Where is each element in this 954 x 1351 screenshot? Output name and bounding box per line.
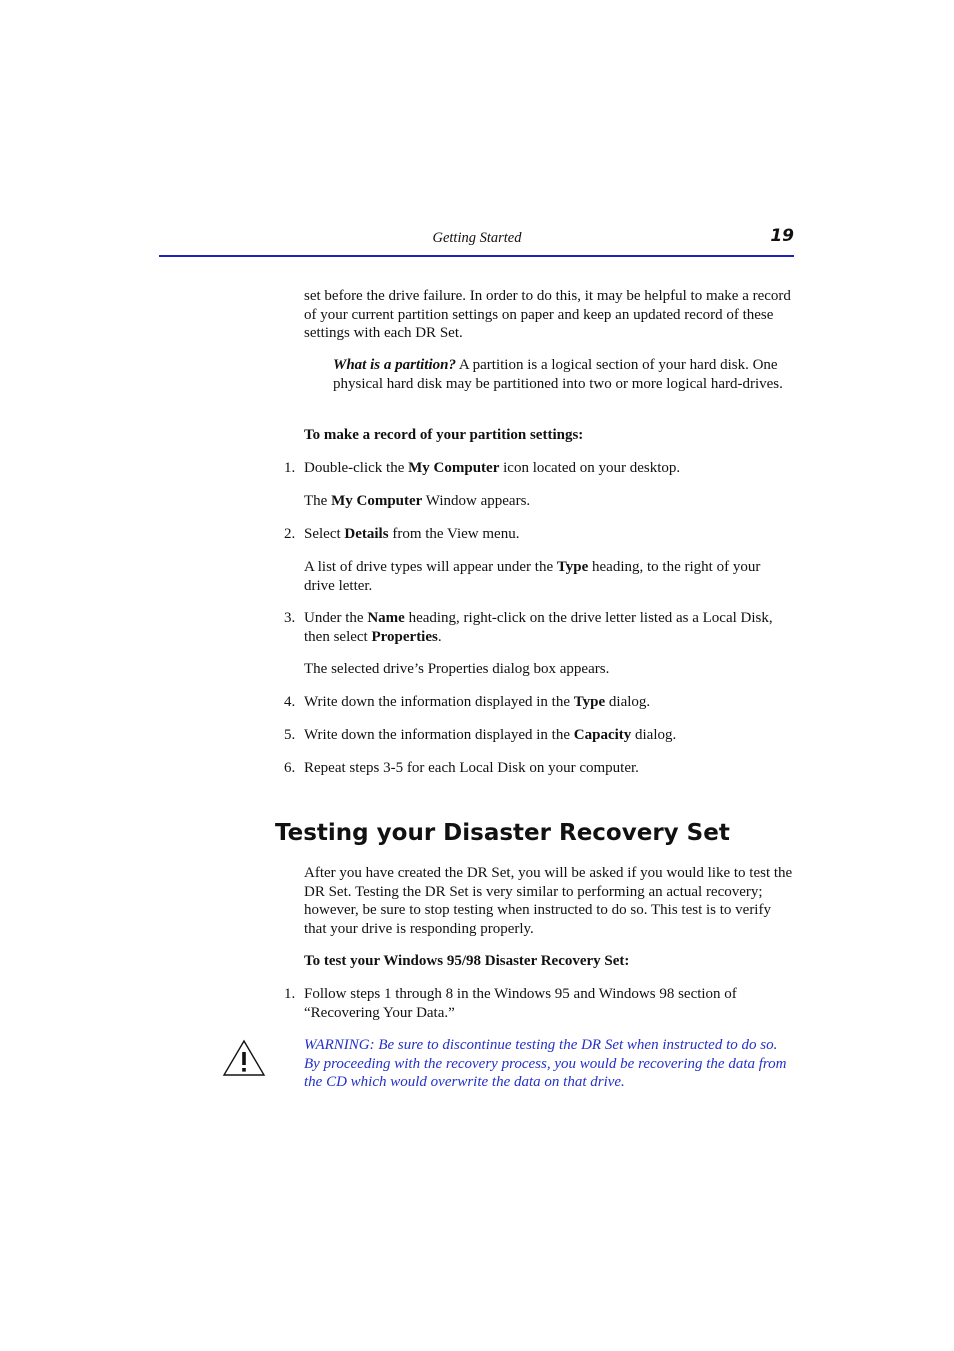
step-result-part: The	[304, 493, 332, 509]
step-number: 5.	[284, 727, 296, 743]
partition-note	[333, 356, 794, 393]
intro-paragraph: set before the drive failure. In order to do this, it may be helpful to make a record of your current partition settings on paper and keep an updated record of these settings with each DR Set.	[304, 288, 791, 341]
page-number: 19	[770, 226, 794, 246]
step-text-part: heading, right-click on the drive letter listed as a Local Disk, then select	[304, 610, 773, 645]
step-text-part: from the View menu.	[388, 526, 520, 542]
step-text	[304, 726, 794, 745]
step-result	[304, 492, 794, 511]
step-text-part: Write down the information displayed in the	[304, 727, 574, 743]
record-procedure-title: To make a record of your partition settings:	[304, 427, 584, 443]
warning-triangle-icon	[222, 1038, 266, 1078]
test-procedure-title: To test your Windows 95/98 Disaster Recovery Set:	[304, 953, 630, 969]
step-text-part: Write down the information displayed in the	[304, 694, 574, 710]
partition-note-definition: A partition is a logical section of your hard disk. One physical hard disk may be partitioned into two or more logical hard-drives.	[333, 357, 783, 392]
ui-term: Type	[556, 559, 589, 575]
step-text-part: Under the	[304, 610, 368, 626]
step-result-part: A list of drive types will appear under the	[304, 559, 557, 575]
partition-note-term: What is a partition?	[333, 357, 456, 373]
step-number: 6.	[284, 760, 296, 776]
step-number: 4.	[284, 694, 296, 710]
step-text-part: Select	[304, 526, 345, 542]
step-text-part: .	[437, 628, 442, 645]
step-text	[304, 693, 794, 712]
step-text-part: Double-click the	[304, 460, 409, 476]
step-number: 1.	[284, 986, 296, 1002]
ui-term: Capacity	[573, 727, 632, 743]
step-text	[304, 525, 794, 544]
header-rule	[159, 255, 794, 257]
step-text: Follow steps 1 through 8 in the Windows 95 and Windows 98 section of “Recovering Your Data.”	[304, 986, 737, 1021]
ui-term: Details	[344, 526, 389, 542]
step-number: 3.	[284, 610, 296, 626]
step-text	[304, 609, 794, 646]
step-number: 2.	[284, 526, 296, 542]
step-text-part: icon located on your desktop.	[499, 460, 681, 476]
ui-term: Properties	[371, 628, 438, 645]
step-result	[304, 558, 794, 595]
ui-term: Name	[367, 610, 405, 626]
step-text-part: dialog.	[605, 694, 651, 710]
step-result: The selected drive’s Properties dialog box appears.	[304, 661, 610, 677]
ui-term: My Computer	[408, 460, 500, 476]
ui-term: My Computer	[331, 493, 423, 509]
running-header-section-title: Getting Started	[432, 230, 522, 246]
testing-paragraph: After you have created the DR Set, you will be asked if you would like to test the DR Set. Testing the DR Set is very similar to performing an actual recovery; however, be sure to stop testing when instructed to do so. This test is to verify that your drive is responding properly.	[304, 865, 793, 937]
ui-term: Type	[573, 694, 606, 710]
step-text-part: dialog.	[631, 727, 677, 743]
step-text	[304, 459, 794, 478]
warning-text: WARNING: Be sure to discontinue testing the DR Set when instructed to do so. By proceeding with the recovery process, you would be recovering the data from the CD which would overwrite the data on that drive.	[304, 1037, 787, 1090]
running-header	[160, 226, 794, 250]
step-text: Repeat steps 3-5 for each Local Disk on your computer.	[304, 760, 639, 776]
section-heading: Testing your Disaster Recovery Set	[275, 820, 730, 846]
step-result-part: Window appears.	[422, 493, 531, 509]
step-result-part: heading, to the right of your drive letter.	[304, 559, 761, 594]
step-number: 1.	[284, 460, 296, 476]
